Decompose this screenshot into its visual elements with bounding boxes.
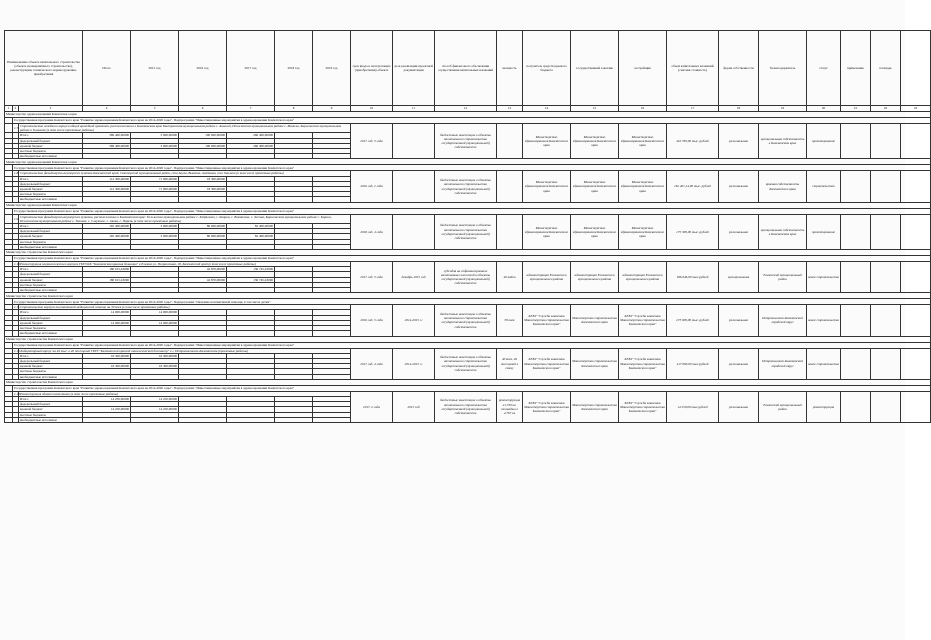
financing-label: федеральный бюджет — [19, 229, 83, 234]
cell-note — [841, 262, 871, 293]
cell-holder: Петропавловск-Камчатский городской округ — [759, 348, 807, 379]
cell-ownership: муниципальная — [719, 262, 759, 293]
cell-extra — [901, 391, 931, 422]
col-number: 16 — [619, 106, 667, 112]
object-number: 1.13. — [14, 391, 21, 396]
header-cost: объем капитальных вложений (сметная стоимость) — [667, 31, 719, 106]
financing-label: Итого — [19, 353, 83, 358]
spacer-cell — [5, 417, 13, 422]
object-number: 1.10. — [14, 262, 21, 267]
financing-label: федеральный бюджет — [19, 138, 83, 143]
object-name: Реконструкция здания поликлиники (в том числе проектные работы) — [19, 391, 351, 396]
financing-label: федеральный бюджет — [19, 272, 83, 277]
cell-sposob: бюджетные инвестиции в объекты капитального строительства государственной (муниципальной) собственности — [435, 391, 497, 422]
cell-recipient: Министерство здравоохранения Камчатского края — [523, 124, 571, 159]
amount-total: 165 400,00000 — [83, 224, 131, 229]
amount-total: 14 000,00000 — [83, 320, 131, 325]
program-title: Государственная программа Камчатского края "Развитие здравоохранения Камчатского края на 2014-2020 годы". Подпрограмма "Инвестиционные мероприятия в здравоохранении Камчатского края" — [13, 256, 931, 262]
cell-builder: администрация Елизовского муниципального района — [619, 262, 667, 293]
col-number: 18 — [719, 106, 759, 112]
amount-y2015: 14 250,00000 — [131, 396, 179, 401]
object-row — [5, 348, 931, 353]
amount-y2016: 42 870,00000 — [179, 267, 227, 272]
cell-sposob: бюджетные инвестиции в объекты капитального строительства государственной (муниципальной) собственности — [435, 305, 497, 336]
cell-recipient: администрация Елизовского муниципального района — [523, 262, 571, 293]
cell-area — [871, 348, 901, 379]
col-number: 1 — [5, 106, 13, 112]
cell-power: 40 коек, 40 посещений в смену — [497, 348, 523, 379]
col-number: 2 — [13, 106, 19, 112]
col-number: 21 — [841, 106, 871, 112]
amount-y2016: 100 000,00000 — [179, 143, 227, 148]
cell-status: новое строительство — [807, 305, 841, 336]
cell-cost: 162 401,14,00 тыс. рублей — [667, 171, 719, 202]
cell-customer: Министерство строительства Камчатского края — [571, 305, 619, 336]
header-total: Итого — [83, 31, 131, 106]
header-area: площадь — [871, 31, 901, 106]
cell-sposob: бюджетные инвестиции в объекты капитального строительства государственной (муниципальной) собственности — [435, 171, 497, 202]
cell-builder: Министерство здравоохранения Камчатского края — [619, 214, 667, 249]
cell-status: новое строительство — [807, 262, 841, 293]
cell-recipient: Министерство здравоохранения Камчатского края — [523, 214, 571, 249]
financing-label: местные бюджеты — [19, 369, 83, 374]
financing-label: внебюджетные источники — [19, 288, 83, 293]
financing-label: федеральный бюджет — [19, 181, 83, 186]
cell-builder: Министерство здравоохранения Камчатского края — [619, 124, 667, 159]
program-title: Государственная программа Камчатского края "Развитие здравоохранения Камчатского края на 2014-2020 годы". Подпрограмма "Инвестиционные мероприятия в здравоохранении Камчатского края" — [13, 118, 931, 124]
col-number: 9 — [313, 106, 351, 112]
section-title: Министерство здравоохранения Камчатского края — [5, 159, 931, 165]
capital-investments-table — [4, 30, 931, 423]
cell-cost: 186 646,00 тыс.рублей — [667, 262, 719, 293]
amount-2018 — [275, 417, 313, 422]
financing-label: местные бюджеты — [19, 326, 83, 331]
financing-label: внебюджетные источники — [19, 154, 83, 159]
cell-ownership: региональная — [719, 214, 759, 249]
section-title: Министерство здравоохранения Камчатского края — [5, 202, 931, 208]
amount-y2016: 18 300,00000 — [179, 176, 227, 181]
financing-label: внебюджетные источники — [19, 331, 83, 336]
header-holder: балансодержатель — [759, 31, 807, 106]
cell-recipient: КГБУ "Служба заказчика Министерства строительства Камчатского края" — [523, 391, 571, 422]
cell-srok: 2016 год, 3 года — [351, 305, 393, 336]
section-title: Министерство строительства Камчатского края — [5, 379, 931, 385]
col-number: 14 — [523, 106, 571, 112]
amount-total: 180 615,43000 — [83, 277, 131, 282]
cell-doc: 2014-2015 гг — [393, 348, 435, 379]
cell-builder: Министерство здравоохранения Камчатского края — [619, 171, 667, 202]
col-number: 3 — [19, 106, 83, 112]
cell-sposob: бюджетные инвестиции в объекты капитального строительства государственной (муниципальной) собственности — [435, 214, 497, 249]
amount-y2015: 3 000,00000 — [131, 133, 179, 138]
header-2017: 2017 год — [227, 31, 275, 106]
amount-y2016: 80 000,00000 — [179, 224, 227, 229]
cell-ownership: региональная — [719, 391, 759, 422]
amount-y2015: 14 000,00000 — [131, 310, 179, 315]
cell-srok: 2017, 2 года — [351, 391, 393, 422]
cell-recipient: КГБУ "Служба заказчика Министерства строительства Камчатского края" — [523, 348, 571, 379]
financing-label: краевой бюджет — [19, 364, 83, 369]
cell-sposob: субсидия на софинансирование капитальных вложений в объекты государственной (муниципальной) собственности — [435, 262, 497, 293]
object-name: Строительство корпуса паллиативной медицинской помощи на 30 коек (в том числе проектные работы) — [19, 305, 351, 310]
cell-cost: 14 250,00 тыс.рублей — [667, 391, 719, 422]
cell-status: новое строительство — [807, 348, 841, 379]
cell-holder: Елизовский муниципальный район — [759, 262, 807, 293]
cell-srok: 2017 год, 4 года — [351, 348, 393, 379]
amount-y2017: 266 400,00000 — [227, 143, 275, 148]
header-2016: 2016 год — [179, 31, 227, 106]
amount-total: 180 615,43000 — [83, 267, 131, 272]
object-number: 1.9. — [13, 214, 19, 223]
cell-customer: Министерство строительства Камчатского края — [571, 348, 619, 379]
cell-status: проектирование — [807, 124, 841, 159]
program-title: Государственная программа Камчатского края "Развитие здравоохранения Камчатского края на 2014-2020 годы". Подпрограмма "Инвестиционные мероприятия в здравоохранении Камчатского края" — [13, 342, 931, 348]
financing-label: внебюджетные источники — [19, 197, 83, 202]
cell-doc: 2015 год — [393, 391, 435, 422]
header-extra — [901, 31, 931, 106]
cell-sposob: бюджетные инвестиции в объекты капитального строительства государственной (муниципальной) собственности — [435, 124, 497, 159]
cell-power: реконструкция 21,739 кв. площадью в 4,767 кв — [497, 391, 523, 422]
object-row — [5, 214, 931, 223]
cell-power — [497, 171, 523, 202]
cell-builder: КГБУ "Служба заказчика Министерства строительства Камчатского края" — [619, 305, 667, 336]
col-number: 19 — [759, 106, 807, 112]
col-number: 23 — [901, 106, 931, 112]
financing-label: краевой бюджет — [19, 407, 83, 412]
amount-y2015: 3 000,00000 — [131, 224, 179, 229]
amount-y2015: 3 000,00000 — [131, 234, 179, 239]
object-name: Реконструкция неврологического корпуса ГБУЗ КК "Камчатская краевая больница" в Елизово ул. Пограничная, 18, Камчатский край (в том числе проектные работы) — [19, 262, 351, 267]
header-ownership: форма собственности — [719, 31, 759, 106]
amount-y2015: 14 000,00000 — [131, 320, 179, 325]
financing-label: внебюджетные источники — [19, 374, 83, 379]
cell-status: реконструкция — [807, 391, 841, 422]
cell-cost: 273 000,00 тыс. рублей — [667, 305, 719, 336]
financing-label: краевой бюджет — [19, 187, 83, 192]
cell-holder: краевая собственность Камчатского края — [759, 171, 807, 202]
col-number: 11 — [393, 106, 435, 112]
cell-cost: 417 000,00 тыс.рублей — [667, 348, 719, 379]
cell-srok: 2017 год, 3 года — [351, 124, 393, 159]
object-row — [5, 171, 931, 176]
spacer-cell — [5, 214, 13, 223]
cell-holder: Елизовский муниципальный район — [759, 391, 807, 422]
section-title: Министерство строительства Камчатского края — [5, 293, 931, 299]
amount-total: 14 250,00000 — [83, 407, 131, 412]
col-number: 5 — [131, 106, 179, 112]
col-number: 17 — [667, 106, 719, 112]
col-number: 22 — [871, 106, 901, 112]
cell-area — [871, 171, 901, 202]
cell-note — [841, 124, 871, 159]
financing-label: краевой бюджет — [19, 320, 83, 325]
header-recipient: получатель средств краевого бюджета — [523, 31, 571, 106]
cell-recipient: КГБУ "Служба заказчика Министерства строительства Камчатского края" — [523, 305, 571, 336]
financing-label: Итого — [19, 396, 83, 401]
header-2018: 2018 год — [275, 31, 313, 106]
cell-ownership: региональная — [719, 171, 759, 202]
object-name: Строительство фельдшерско-акушерских пунктов, расположенных в Камчатском крае: Тигильском муниципальном районе с. Хайрюзово, с. Ковран, с. Воямполка, с. Лесная, Карагинском муниципальном районе с. Карага, Пенжинском муниципальном районе с. Таловка, с. Слаутное, с. Аянка, с. Парень (в том числе проектные работы) — [19, 214, 351, 223]
cell-cost: 175 300,00 тыс. рублей — [667, 214, 719, 249]
cell-area — [871, 124, 901, 159]
program-title: Государственная программа Камчатского края "Развитие здравоохранения Камчатского края на 2014-2020 годы". Подпрограмма "Оказание паллиативной помощи, в том числе детям" — [13, 299, 931, 305]
object-number: 1.12. — [14, 348, 21, 353]
cell-note — [841, 214, 871, 249]
financing-label: федеральный бюджет — [19, 315, 83, 320]
financing-label: Итого — [19, 133, 83, 138]
col-number: 10 — [351, 106, 393, 112]
cell-holder: муниципальная собственность в Камчатском крае — [759, 214, 807, 249]
cell-doc — [393, 124, 435, 159]
cell-status: строительство — [807, 171, 841, 202]
header-2015: 2015 год — [131, 31, 179, 106]
col-number: 8 — [275, 106, 313, 112]
cell-customer: Министерство здравоохранения Камчатского края — [571, 214, 619, 249]
cell-customer: Министерство здравоохранения Камчатского края — [571, 124, 619, 159]
object-row — [5, 124, 931, 133]
cell-extra — [901, 262, 931, 293]
header-doc: срок реализации проектной документации — [393, 31, 435, 106]
object-number: 1.8. — [14, 171, 19, 176]
object-number: 1.11. — [14, 305, 21, 310]
financing-label: местные бюджеты — [19, 282, 83, 287]
header-status: статус — [807, 31, 841, 106]
program-title: Государственная программа Камчатского края "Развитие здравоохранения Камчатского края на 2014-2020 годы". Подпрограмма "Инвестиционные мероприятия в здравоохранении Камчатского края" — [13, 208, 931, 214]
amount-total: 369 400,00000 — [83, 133, 131, 138]
header-object: Наименование объекта капитального строительства (объекта незавершённого строительства), реконструкции, технического перевооружения, приобретения — [5, 31, 83, 106]
cell-area — [871, 262, 901, 293]
amount-y2015: 16 300,00000 — [131, 364, 179, 369]
amount-y2017 — [227, 417, 275, 422]
financing-label: местные бюджеты — [19, 239, 83, 244]
financing-label: внебюджетные источники — [19, 417, 83, 422]
amount-y2016: 42 870,00000 — [179, 277, 227, 282]
cell-power — [497, 214, 523, 249]
program-title: Государственная программа Камчатского края "Развитие здравоохранения Камчатского края на 2014-2020 годы". Подпрограмма "Инвестиционные мероприятия в здравоохранении Камчатского края" — [13, 385, 931, 391]
amount-y2016: 100 000,00000 — [179, 133, 227, 138]
cell-ownership: региональная — [719, 124, 759, 159]
cell-doc: декабрь 2015 год — [393, 262, 435, 293]
header-srok: срок ввода в эксплуатацию (приобретения) объекта — [351, 31, 393, 106]
amount-total: 14 250,00000 — [83, 396, 131, 401]
cell-customer: Министерство здравоохранения Камчатского края — [571, 171, 619, 202]
section-title: Министерство строительства Камчатского края — [5, 336, 931, 342]
amount-2019 — [313, 417, 351, 422]
amount-total — [83, 417, 131, 422]
financing-label: внебюджетные источники — [19, 244, 83, 249]
header-sposob: способ финансового обеспечения осуществления капитальных вложений — [435, 31, 497, 106]
amount-y2017: 136 745,43000 — [227, 267, 275, 272]
cell-customer: администрация Елизовского муниципального района — [571, 262, 619, 293]
col-number: 6 — [179, 106, 227, 112]
financing-label: местные бюджеты — [19, 192, 83, 197]
cell-area — [871, 391, 901, 422]
amount-total: 16 300,00000 — [83, 364, 131, 369]
amount-y2016: 18 300,00000 — [179, 187, 227, 192]
amount-y2015: 71 000,00000 — [131, 176, 179, 181]
object-name: Лабораторный корпус на 40 тыс. в 40 посещений ГБУЗ "Камчатский краевой онкологический диспансер" в г. Петропавловске-Камчатском (проектные работы) — [19, 348, 351, 353]
spacer-cell — [5, 124, 13, 133]
col-number: 15 — [571, 106, 619, 112]
col-number: 12 — [435, 106, 497, 112]
cell-doc — [393, 171, 435, 202]
cell-ownership: региональная — [719, 305, 759, 336]
cell-status: проектирование — [807, 214, 841, 249]
program-title: Государственная программа Камчатского края "Развитие здравоохранения Камчатского края на 2014-2020 годы". Подпрограмма "Инвестиционные мероприятия в здравоохранении Камчатского края" — [13, 165, 931, 171]
amount-y2017: 82 400,00000 — [227, 234, 275, 239]
financing-label: краевой бюджет — [19, 234, 83, 239]
amount-y2015 — [131, 417, 179, 422]
section-title: Министерство строительства Камчатского края — [5, 250, 931, 256]
cell-area — [871, 214, 901, 249]
financing-label: федеральный бюджет — [19, 358, 83, 363]
cell-srok: 2017 год, 3 года — [351, 262, 393, 293]
amount-y2016 — [179, 417, 227, 422]
amount-total: 112 300,00000 — [83, 176, 131, 181]
cell-area — [871, 305, 901, 336]
financing-label: Итого — [19, 224, 83, 229]
cell-extra — [901, 171, 931, 202]
cell-extra — [901, 348, 931, 379]
header-builder: застройщик — [619, 31, 667, 106]
amount-total: 16 300,00000 — [83, 353, 131, 358]
cell-customer: Министерство строительства Камчатского края — [571, 391, 619, 422]
amount-total: 369 400,00000 — [83, 143, 131, 148]
col-number: 20 — [807, 106, 841, 112]
amount-y2015: 71 000,00000 — [131, 187, 179, 192]
cell-power: 40 койки — [497, 262, 523, 293]
amount-y2015: 14 250,00000 — [131, 407, 179, 412]
cell-recipient: Министерство здравоохранения Камчатского края — [523, 171, 571, 202]
col-number: 13 — [497, 106, 523, 112]
amount-y2015: 16 300,00000 — [131, 353, 179, 358]
object-name: Строительство лечебного корпуса общей врачебной практики, расположенного в Камчатском крае Быстринском муниципальном районе с. Анавгай, Пенжинском муниципальном районе с. Манилы, Карагинском муниципальном районе в Тымлате (в том числе проектные работы) — [19, 124, 351, 133]
cell-srok: 2018 год, 4 года — [351, 214, 393, 249]
cell-cost: 410 350,00 тыс. рублей — [667, 124, 719, 159]
amount-y2016: 80 000,00000 — [179, 234, 227, 239]
object-number: 1.7. — [13, 124, 19, 133]
cell-note — [841, 391, 871, 422]
cell-extra — [901, 305, 931, 336]
financing-label: федеральный бюджет — [19, 402, 83, 407]
cell-power: 30 коек — [497, 305, 523, 336]
cell-builder: КГБУ "Служба заказчика Министерства строительства Камчатского края" — [619, 348, 667, 379]
amount-y2017: 136 745,43000 — [227, 277, 275, 282]
amount-total: 14 000,00000 — [83, 310, 131, 315]
cell-power — [497, 124, 523, 159]
cell-srok: 2016 год, 2 года — [351, 171, 393, 202]
cell-doc — [393, 214, 435, 249]
financing-label: краевой бюджет — [19, 277, 83, 282]
financing-label: Итого — [19, 267, 83, 272]
header-customer: государственный заказчик — [571, 31, 619, 106]
cell-extra — [901, 214, 931, 249]
financing-label: краевой бюджет — [19, 143, 83, 148]
cell-note — [841, 305, 871, 336]
amount-total: 165 400,00000 — [83, 234, 131, 239]
col-number: 4 — [83, 106, 131, 112]
cell-doc: 2014-2015 гг — [393, 305, 435, 336]
cell-sposob: бюджетные инвестиции в объекты капитального строительства государственной (муниципальной) собственности — [435, 348, 497, 379]
cell-builder: КГБУ "Служба заказчика Министерства строительства Камчатского края" — [619, 391, 667, 422]
section-title: Министерство здравоохранения Камчатского края — [5, 112, 931, 118]
col-number: 7 — [227, 106, 275, 112]
header-2019: 2019 год — [313, 31, 351, 106]
cell-holder: муниципальная собственность в Камчатском крае — [759, 124, 807, 159]
header-power: мощность — [497, 31, 523, 106]
financing-label: Итого — [19, 310, 83, 315]
cell-extra — [901, 124, 931, 159]
cell-note — [841, 171, 871, 202]
cell-ownership: региональная — [719, 348, 759, 379]
amount-total: 112 300,00000 — [83, 187, 131, 192]
amount-y2017: 82 400,00000 — [227, 224, 275, 229]
object-row — [5, 262, 931, 267]
financing-label: местные бюджеты — [19, 149, 83, 154]
cell-note — [841, 348, 871, 379]
table-header — [5, 31, 931, 112]
cell-holder: Петропавловск-Камчатский городской округ — [759, 305, 807, 336]
financing-label: местные бюджеты — [19, 412, 83, 417]
amount-y2017: 266 400,00000 — [227, 133, 275, 138]
object-row — [5, 305, 931, 310]
header-note: примечание — [841, 31, 871, 106]
table-body — [5, 112, 931, 423]
amount-y2015: 3 000,00000 — [131, 143, 179, 148]
financing-label: Итого — [19, 176, 83, 181]
object-name: Строительство фельдшерско-акушерских пунктов Камчатский край, Олюторский муниципальный район, сёла Апука, Вывенка, Ачайваям, село Хаилино (в том числе проектные работы) — [19, 171, 351, 176]
